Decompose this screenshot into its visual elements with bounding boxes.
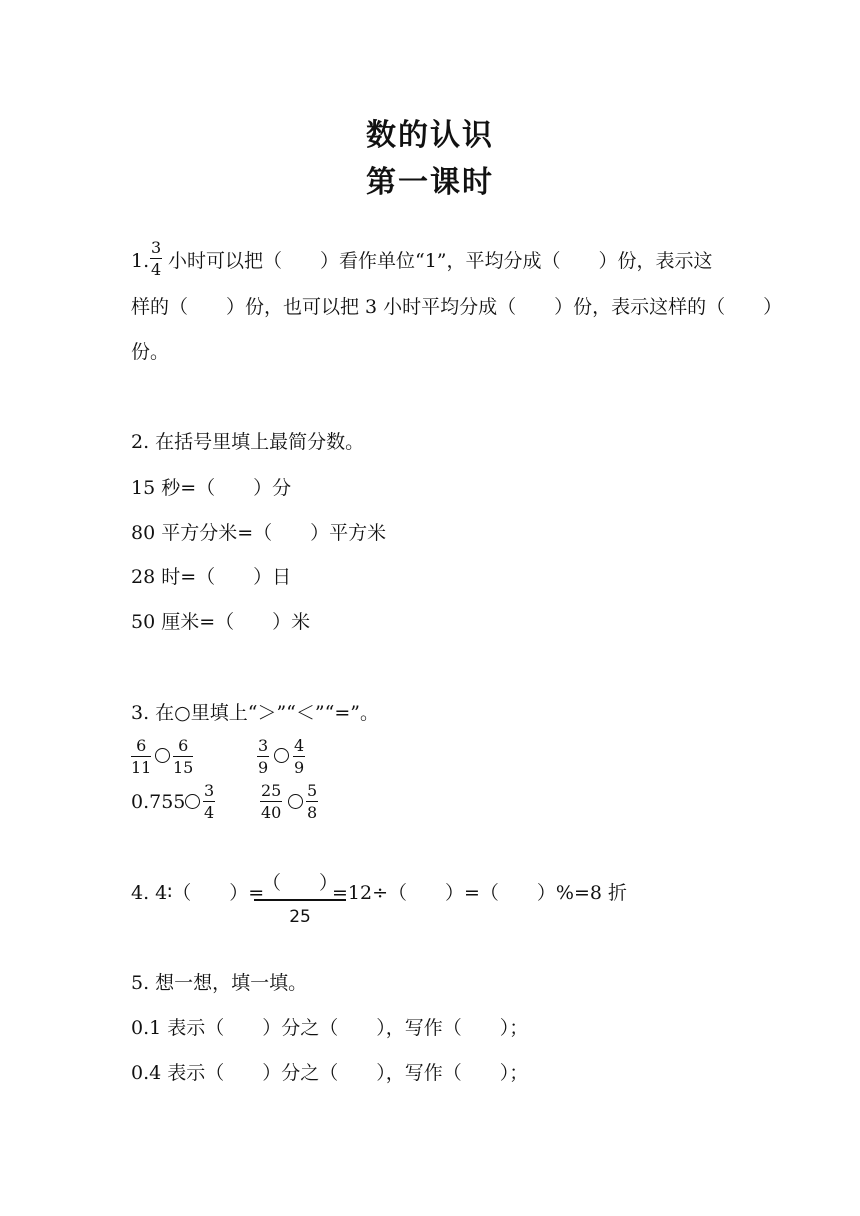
compare-circle[interactable]	[155, 748, 170, 763]
compare-circle[interactable]	[288, 794, 303, 809]
q1-number: 1.	[131, 250, 150, 272]
q5-item-2: 0.4 表示（ ）分之（ ），写作（ ）；	[131, 1062, 529, 1084]
q4-part-1: 4. 4∶（ ）=	[131, 882, 265, 904]
q1-line-3: 份。	[131, 341, 170, 363]
q5-title: 5. 想一想，填一填。	[131, 972, 308, 994]
q3-row1-fraction-a	[131, 738, 151, 776]
fraction-denominator: 8	[307, 803, 318, 822]
compare-circle[interactable]	[185, 794, 200, 809]
q1-line-1: 小时可以把（ ）看作单位“1”，平均分成（ ）份，表示这	[168, 250, 713, 272]
fraction-numerator: 25	[261, 781, 282, 800]
q2-item-4: 50 厘米=（ ）米	[131, 611, 311, 633]
page-subtitle: 第一课时	[366, 165, 494, 200]
q1-line-2: 样的（ ）份，也可以把 3 小时平均分成（ ）份，表示这样的（ ）	[131, 296, 783, 318]
q1-fraction	[150, 240, 162, 278]
fraction-denominator: 9	[258, 758, 269, 777]
fraction-numerator: 3	[258, 736, 269, 755]
fraction-denominator: 9	[294, 758, 305, 777]
q3-row1-fraction-d	[293, 738, 305, 776]
q1-fraction-denominator: 4	[151, 260, 162, 279]
q5-item-1: 0.1 表示（ ）分之（ ），写作（ ）；	[131, 1017, 529, 1039]
q3-row1-fraction-b	[173, 738, 193, 776]
q4-fraction-denominator: 25	[289, 907, 311, 927]
compare-circle[interactable]	[274, 748, 289, 763]
fraction-numerator: 4	[294, 736, 305, 755]
q1-fraction-numerator: 3	[151, 238, 162, 257]
fraction-denominator: 4	[204, 803, 215, 822]
q2-item-3: 28 时=（ ）日	[131, 566, 292, 588]
fraction-numerator: 6	[173, 738, 193, 757]
fraction-denominator: 40	[261, 803, 282, 822]
q4-fraction-numerator: （ ）	[254, 868, 346, 901]
q3-title: 3. 在○里填上“＞”“＜”“=”。	[131, 702, 379, 724]
fraction-numerator: 6	[131, 738, 151, 757]
q2-title: 2. 在括号里填上最简分数。	[131, 431, 365, 453]
q2-item-1: 15 秒=（ ）分	[131, 477, 292, 499]
q4-part-2: =12÷（ ）=（ ）%=8 折	[332, 882, 628, 904]
fraction-denominator: 15	[173, 758, 194, 777]
page-title: 数的认识	[366, 118, 494, 153]
q3-row2-lead: 0.755	[131, 791, 186, 813]
q3-row1-fraction-c	[257, 738, 269, 776]
q3-row2-fraction-b	[203, 783, 215, 821]
q3-row2-fraction-c	[260, 783, 282, 821]
fraction-numerator: 5	[307, 781, 318, 800]
fraction-denominator: 11	[131, 758, 152, 777]
fraction-numerator: 3	[204, 781, 215, 800]
q2-item-2: 80 平方分米=（ ）平方米	[131, 522, 387, 544]
q3-row2-fraction-d	[306, 783, 318, 821]
